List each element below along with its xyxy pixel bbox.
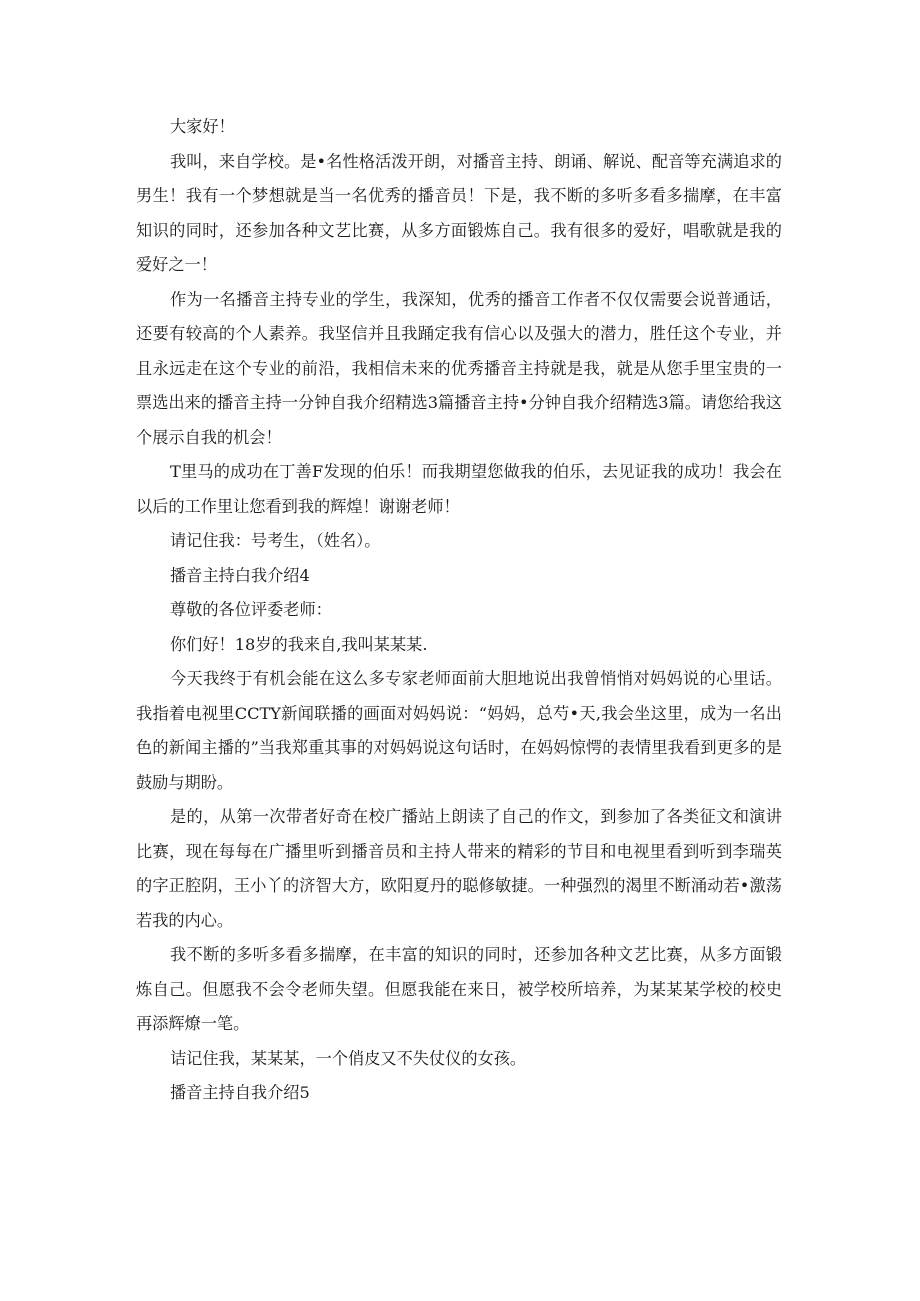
section-heading-4: 播音主持白我介绍4 — [170, 565, 310, 585]
section-heading-5: 播音主持自我介绍5 — [170, 1083, 310, 1102]
paragraph-major: 作为一名播音主持专业的学生，我深知，优秀的播音工作者不仅仅需要会说普通话，还要有较高的个人素养。我坚信并且我踊定我有信心以及强大的潜力，胜任这个专业，并且永远走在这个专业的前沿，我相信未来的优秀播音主持就是我，就是从您手里宝贵的一票选出来的播音主持一分钟自我介绍精选3篇播音主持•分钟自我介绍精选3篇。请您给我这个展示自我的机会！ — [136, 289, 782, 447]
paragraph-intro: 我叫，来自学校。是•名性格活泼开朗，对播音主持、朗诵、解说、配音等充满追求的男生！我有一个梦想就是当一名优秀的播音员！下是，我不断的多听多看多揣摩，在丰富知识的同时，还参加各种文艺比赛，从多方面锻炼自己。我有很多的爱好，唱歌就是我的爱好之一！ — [136, 151, 782, 274]
paragraph-greeting: 大家好！ — [170, 117, 235, 136]
paragraph-remember-me: 请记住我：号考生，（姓名）。 — [170, 531, 381, 550]
paragraph-hello: 你们好！18岁的我来自,我叫某某某. — [170, 634, 428, 654]
paragraph-salutation: 尊敬的各位评委老师： — [170, 600, 332, 619]
paragraph-experience: 是的，从第一次带者好奇在校广播站上朗读了自己的作文，到参加了各类征文和演讲比赛，现在每每在广播里听到播音员和主持人带来的精彩的节目和电视里看到听到李瑞英的字正腔阴，王小丫的济智大方，欧阳夏丹的聪修敏捷。一种强烈的渴里不断涌动若•激荡若我的内心。 — [136, 807, 782, 930]
paragraph-closing: 诘记住我，某某某，一个俏皮又不失仗仪的女孩。 — [170, 1048, 527, 1068]
paragraph-dream: 今天我终于有机会能在这么多专家老师面前大胆地说出我曾悄悄对妈妈说的心里话。我指着电视里CCTY新闻联播的画面对妈妈说：“妈妈，总芍•天,我会坐这里，成为一名出色的新闻主播的”当我郑重其事的对妈妈说这句话时，在妈妈惊愕的表情里我看到更多的是鼓励与期盼。 — [136, 669, 782, 792]
paragraph-practice: 我不断的多听多看多揣摩，在丰富的知识的同时，还参加各种文艺比赛，从多方面锻炼自己。但愿我不会令老师失望。但愿我能在来日，被学校所培养，为某某某学校的校史再添辉燎一笔。 — [136, 945, 782, 1033]
paragraph-bole: T里马的成功在丁善F发现的伯乐！而我期望您做我的伯乐，去见证我的成功！我会在以后的工作里让您看到我的辉煌！谢谢老师！ — [136, 462, 782, 516]
document-page — [136, 110, 782, 1111]
